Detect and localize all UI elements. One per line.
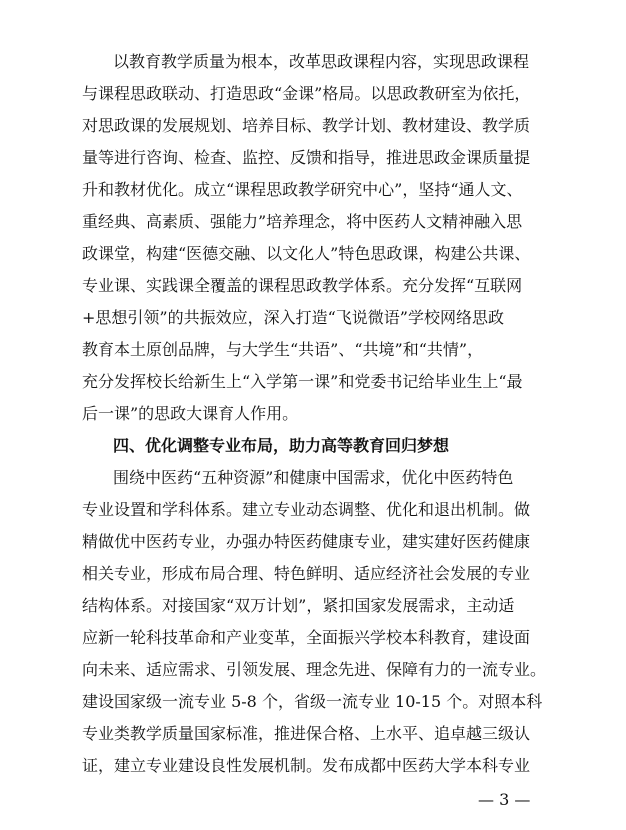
paragraph-line: 升和教材优化。成立“课程思政教学研究中心”，坚持“通人文、 — [82, 180, 523, 199]
paragraph-line: 重经典、高素质、强能力”培养理念，将中医药人文精神融入思 — [82, 212, 523, 231]
paragraph-line: 对思政课的发展规划、培养目标、教学计划、教材建设、教学质 — [82, 116, 531, 135]
paragraph-line: 以教育教学质量为根本，改革思政课程内容，实现思政课程 — [113, 52, 530, 71]
paragraph-line: 量等进行咨询、检查、监控、反馈和指导，推进思政金课质量提 — [82, 148, 531, 167]
paragraph-line: 围绕中医药“五种资源”和健康中国需求，优化中医药特色 — [113, 468, 514, 487]
paragraph-line: 相关专业，形成布局合理、特色鲜明、适应经济社会发展的专业 — [82, 564, 531, 583]
paragraph-line: 建设国家级一流专业 5-8 个，省级一流专业 10-15 个。对照本科 — [82, 692, 543, 711]
paragraph-line: 充分发挥校长给新生上“入学第一课”和党委书记给毕业生上“最 — [82, 372, 523, 391]
paragraph-line: 向未来、适应需求、引领发展、理念先进、保障有力的一流专业。 — [82, 660, 547, 679]
paragraph-line: 证，建立专业建设良性发展机制。发布成都中医药大学本科专业 — [82, 756, 531, 775]
paragraph-line: 结构体系。对接国家“双万计划”，紧扣国家发展需求，主动适 — [82, 596, 515, 615]
page-number: — 3 — — [478, 790, 531, 809]
paragraph-line: 精做优中医药专业，办强办特医药健康专业，建实建好医药健康 — [82, 532, 531, 551]
paragraph-line: 后一课”的思政大课育人作用。 — [82, 404, 299, 423]
paragraph-line: 与课程思政联动、打造思政“金课”格局。以思政教研室为依托， — [82, 84, 531, 103]
paragraph-line: 教育本土原创品牌，与大学生“共语”、“共境”和“共情”， — [82, 340, 484, 359]
paragraph-line: 专业课、实践课全覆盖的课程思政教学体系。充分发挥“互联网 — [82, 276, 523, 295]
paragraph-line: +思想引领”的共振效应，深入打造“飞说微语”学校网络思政 — [82, 308, 504, 327]
section-heading: 四、优化调整专业布局，助力高等教育回归梦想 — [113, 436, 450, 455]
paragraph-line: 专业类教学质量国家标准，推进保合格、上水平、追卓越三级认 — [82, 724, 531, 743]
paragraph-line: 应新一轮科技革命和产业变革，全面振兴学校本科教育，建设面 — [82, 628, 531, 647]
paragraph-line: 政课堂，构建“医德交融、以文化人”特色思政课，构建公共课、 — [82, 244, 531, 263]
paragraph-line: 专业设置和学科体系。建立专业动态调整、优化和退出机制。做 — [82, 500, 531, 519]
